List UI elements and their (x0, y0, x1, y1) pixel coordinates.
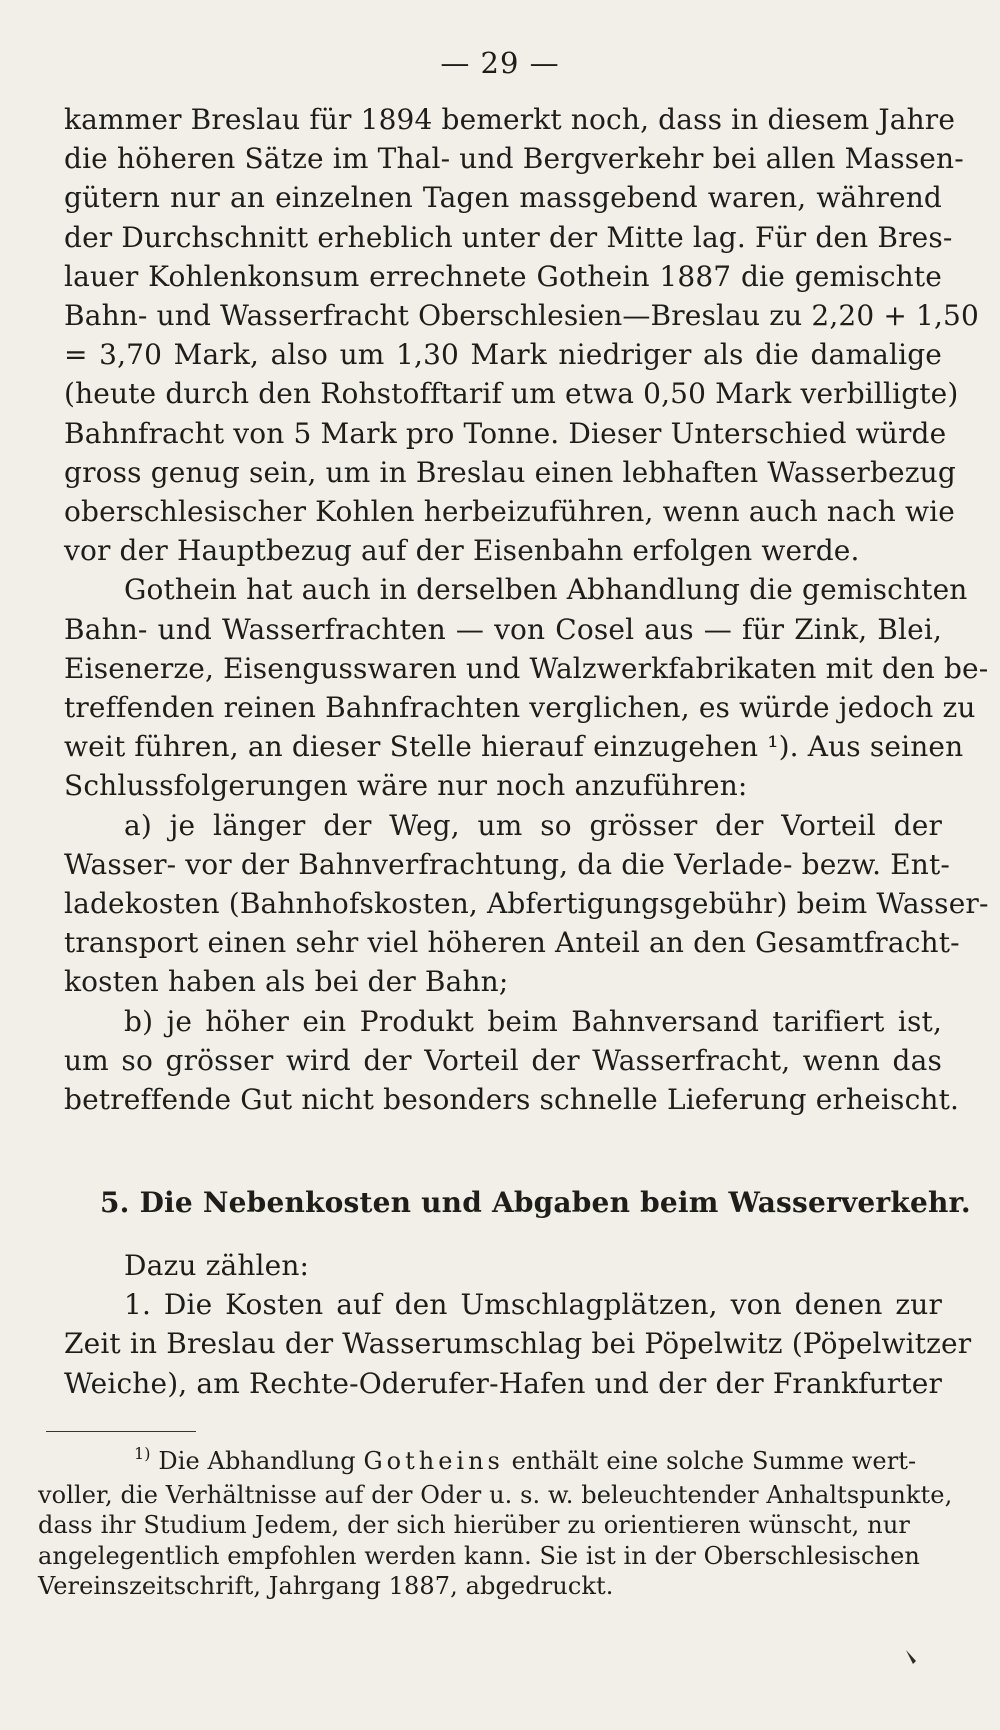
footnote-line: voller, die Verhältnisse auf der Oder u. s. w. beleuchtender Anhaltspunkte, (38, 1480, 953, 1509)
text-line: = 3,70 Mark, also um 1,30 Mark niedriger als die damalige (64, 338, 942, 372)
text-line: b) je höher ein Produkt beim Bahnversand tarifiert ist, (124, 1004, 942, 1038)
section-heading: 5. Die Nebenkosten und Abgaben beim Wasserverkehr. (100, 1186, 971, 1219)
text-line: gross genug sein, um in Breslau einen lebhaften Wasserbezug (64, 455, 956, 489)
text-line: kosten haben als bei der Bahn; (64, 965, 509, 999)
text-line: um so grösser wird der Vorteil der Wasserfracht, wenn das (64, 1043, 942, 1077)
footnote-line (38, 1444, 917, 1480)
page-number: — 29 — (440, 46, 560, 80)
text-line: Dazu zählen: (124, 1249, 310, 1282)
text-line: Weiche), am Rechte-Oderufer-Hafen und der der Frankfurter (64, 1366, 942, 1400)
text-line: gütern nur an einzelnen Tagen massgebend waren, während (64, 181, 942, 215)
text-line: vor der Hauptbezug auf der Eisenbahn erfolgen werde. (64, 534, 860, 568)
text-line: Gothein hat auch in derselben Abhandlung die gemischten (124, 573, 968, 607)
footnote-line: dass ihr Studium Jedem, der sich hierüber zu orientieren wünscht, nur (38, 1511, 910, 1539)
footnote-divider (46, 1431, 196, 1432)
footnote (38, 1444, 953, 1602)
footnote-line: Vereinszeitschrift, Jahrgang 1887, abgedruckt. (38, 1572, 614, 1600)
footnote-author-name: Gotheins (363, 1447, 504, 1475)
text-line: 1. Die Kosten auf den Umschlagplätzen, von denen zur (124, 1288, 942, 1322)
text-line: betreffende Gut nicht besonders schnelle Lieferung erheischt. (64, 1083, 960, 1117)
footnote-line: angelegentlich empfohlen werden kann. Sie ist in der Oberschlesischen (38, 1541, 920, 1570)
text-line: transport einen sehr viel höheren Anteil an den Gesamtfracht- (64, 926, 960, 960)
main-text (64, 100, 989, 1119)
footnote-text: enthält eine solche Summe wert- (503, 1447, 917, 1475)
text-line: a) je länger der Weg, um so grösser der Vorteil der (124, 808, 942, 842)
footnote-text: Die Abhandlung (158, 1447, 364, 1475)
footnote-marker: 1) (134, 1444, 151, 1463)
text-line: (heute durch den Rohstofftarif um etwa 0,50 Mark verbilligte) (64, 377, 959, 411)
text-line: ladekosten (Bahnhofskosten, Abfertigungsgebühr) beim Wasser- (64, 887, 989, 921)
text-line: die höheren Sätze im Thal- und Bergverkehr bei allen Massen- (64, 142, 964, 176)
text-line: weit führen, an dieser Stelle hierauf einzugehen ¹). Aus seinen (64, 730, 964, 764)
text-line: Bahn- und Wasserfrachten — von Cosel aus — für Zink, Blei, (64, 612, 942, 646)
text-line: der Durchschnitt erheblich unter der Mitte lag. Für den Bres- (64, 220, 953, 254)
text-line: Bahnfracht von 5 Mark pro Tonne. Dieser Unterschied würde (64, 416, 947, 450)
text-line: oberschlesischer Kohlen herbeizuführen, wenn auch nach wie (64, 495, 955, 529)
text-line: Schlussfolgerungen wäre nur noch anzuführen: (64, 769, 748, 803)
print-mark-icon (903, 1648, 921, 1666)
text-line: Bahn- und Wasserfracht Oberschlesien—Breslau zu 2,20 + 1,50 (64, 299, 979, 333)
text-line: treffenden reinen Bahnfrachten verglichen, es würde jedoch zu (64, 691, 976, 725)
text-line: kammer Breslau für 1894 bemerkt noch, dass in diesem Jahre (64, 103, 956, 136)
text-line: Eisenerze, Eisengusswaren und Walzwerkfabrikaten mit den be- (64, 651, 989, 685)
text-line: lauer Kohlenkonsum errechnete Gothein 1887 die gemischte (64, 259, 942, 293)
text-line: Wasser- vor der Bahnverfrachtung, da die Verlade- bezw. Ent- (64, 847, 950, 881)
section-text (64, 1246, 972, 1403)
text-line: Zeit in Breslau der Wasserumschlag bei Pöpelwitz (Pöpelwitzer (64, 1327, 972, 1361)
